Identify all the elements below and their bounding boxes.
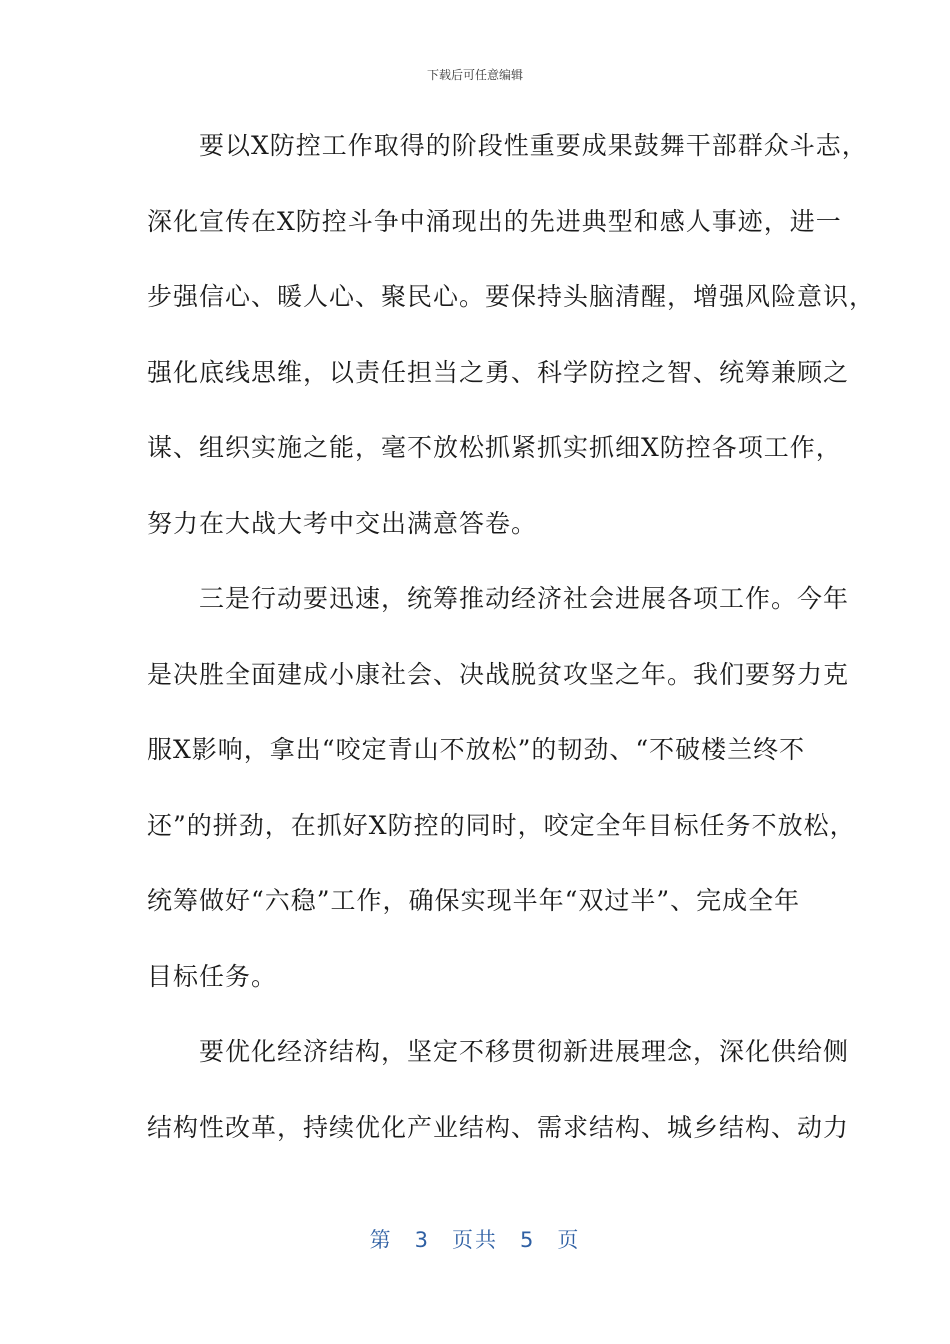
- footer-middle: 页共: [452, 1228, 498, 1252]
- page-footer: [0, 1224, 950, 1254]
- text-line: 三是行动要迅速，统筹推动经济社会进展各项工作。今年: [147, 584, 850, 613]
- text-line: 目标任务。: [147, 961, 278, 991]
- text-line: 步强信心、暖人心、聚民心。要保持头脑清醒，增强风险意识，: [147, 282, 876, 311]
- text-line: 谋、组织实施之能，毫不放松抓紧抓实抓细X防控各项工作，: [147, 433, 842, 462]
- text-line: 深化宣传在X防控斗争中涌现出的先进典型和感人事迹，进一: [147, 206, 842, 236]
- current-page-number: 3: [414, 1228, 430, 1252]
- text-line: 服X影响，拿出“咬定青山不放松”的韧劲、“不破楼兰终不: [147, 735, 806, 764]
- footer-prefix: 第: [369, 1228, 393, 1252]
- total-pages-number: 5: [520, 1228, 536, 1252]
- text-line: 强化底线思维，以责任担当之勇、科学防控之智、统筹兼顾之: [147, 357, 850, 387]
- footer-suffix: 页: [557, 1228, 581, 1252]
- document-body: [147, 120, 876, 1177]
- text-line: 要以X防控工作取得的阶段性重要成果鼓舞干部群众斗志，: [147, 131, 868, 160]
- text-line: 还”的拼劲，在抓好X防控的同时，咬定全年目标任务不放松，: [147, 810, 856, 840]
- text-line: 结构性改革，持续优化产业结构、需求结构、城乡结构、动力: [147, 1112, 850, 1142]
- text-line: 要优化经济结构，坚定不移贯彻新进展理念，深化供给侧: [147, 1037, 850, 1066]
- page-header: 下载后可任意编辑: [426, 68, 523, 82]
- text-line: 统筹做好“六稳”工作，确保实现半年“双过半”、完成全年: [147, 886, 801, 915]
- text-line: 努力在大战大考中交出满意答卷。: [147, 508, 538, 538]
- text-line: 是决胜全面建成小康社会、决战脱贫攻坚之年。我们要努力克: [147, 659, 850, 689]
